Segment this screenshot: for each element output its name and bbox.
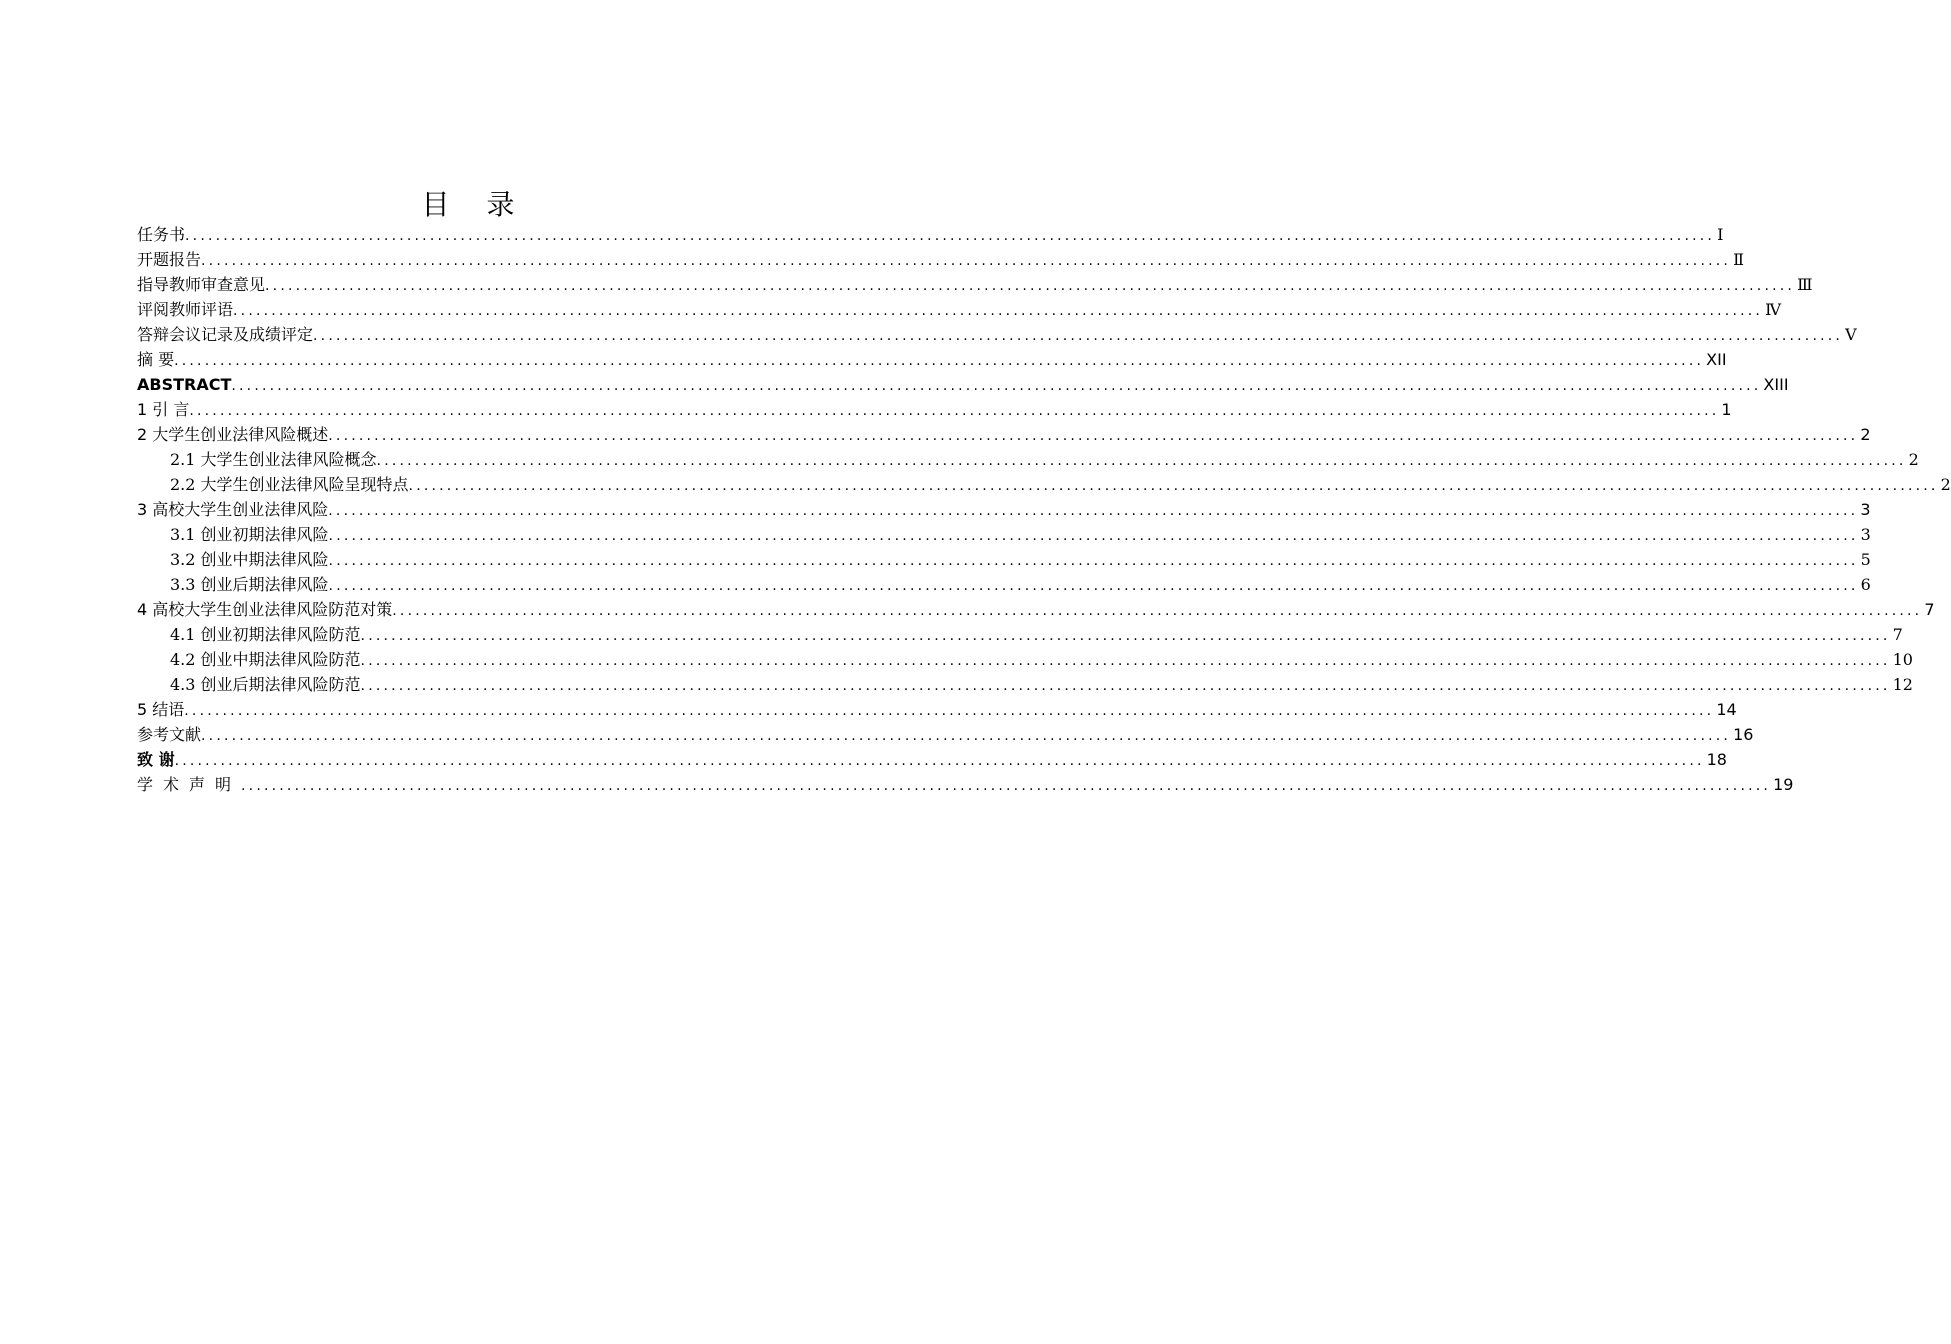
toc-entry-advisor-review[interactable] (137, 272, 1813, 297)
toc-entry-label: 3.2 创业中期法律风险 (170, 550, 329, 569)
dot-leader: ........................................................................................................................................................................................................ (313, 328, 1844, 344)
toc-entry-page: Ⅱ (1733, 250, 1744, 269)
toc-entry-section-4-3[interactable] (137, 672, 1913, 697)
toc-entry-abstract-en[interactable] (137, 372, 1789, 397)
toc-entry-academic-statement[interactable] (137, 772, 1794, 797)
dot-leader: ........................................................................................................................................................................................................ (189, 403, 1720, 419)
toc-entry-section-3-3[interactable] (137, 572, 1871, 597)
toc-entry-task-book[interactable] (137, 222, 1724, 247)
toc-entry-label: 参考文献 (137, 725, 202, 744)
toc-entry-page: 7 (1924, 600, 1935, 619)
dot-leader: ........................................................................................................................................................................................................ (174, 353, 1705, 369)
toc-entry-label: 指导教师审查意见 (137, 275, 266, 294)
toc-entry-label: 任务书 (137, 225, 186, 244)
toc-entry-label: 1 引 言 (137, 400, 190, 419)
toc-entry-label: 评阅教师评语 (137, 300, 234, 319)
toc-entry-page: 5 (1860, 550, 1871, 569)
toc-entry-page: Ⅰ (1717, 225, 1724, 244)
dot-leader: ........................................................................................................................................................................................................ (231, 378, 1762, 394)
toc-entry-page: 2 (1860, 425, 1871, 444)
toc-entry-page: 2 (1908, 450, 1919, 469)
toc-entry-chapter-2[interactable] (137, 422, 1871, 447)
toc-entry-defense-record[interactable] (137, 322, 1857, 347)
toc-entry-label: 3.1 创业初期法律风险 (170, 525, 329, 544)
toc-entry-introduction[interactable] (137, 397, 1732, 422)
dot-leader: ........................................................................................................................................................................................................ (408, 478, 1939, 494)
toc-entry-page: 1 (1721, 400, 1732, 419)
dot-leader: ........................................................................................................................................................................................................ (360, 653, 1891, 669)
toc-entry-page: 2 (1940, 475, 1951, 494)
toc-entry-conclusion[interactable] (137, 697, 1737, 722)
dot-leader: ........................................................................................................................................................................................................ (328, 553, 1859, 569)
dot-leader: ........................................................................................................................................................................................................ (328, 578, 1859, 594)
toc-entry-page: 12 (1892, 675, 1913, 694)
dot-leader: ........................................................................................................................................................................................................ (233, 303, 1764, 319)
toc-entry-label: 4.3 创业后期法律风险防范 (170, 675, 361, 694)
toc-entry-page: Ⅴ (1845, 325, 1857, 344)
toc-entry-label: 3 高校大学生创业法律风险 (137, 500, 329, 519)
table-of-contents (137, 222, 1951, 797)
toc-entry-page: 3 (1860, 525, 1871, 544)
dot-leader: ........................................................................................................................................................................................................ (174, 753, 1705, 769)
toc-entry-page: 3 (1860, 500, 1871, 519)
toc-entry-section-4-2[interactable] (137, 647, 1913, 672)
toc-entry-page: XIII (1763, 375, 1789, 394)
toc-entry-label: 5 结语 (137, 700, 185, 719)
toc-entry-section-2-2[interactable] (137, 472, 1951, 497)
dot-leader: ........................................................................................................................................................................................................ (241, 778, 1772, 794)
toc-entry-page: 18 (1706, 750, 1727, 769)
toc-entry-page: XII (1706, 350, 1727, 369)
toc-entry-reviewer-comments[interactable] (137, 297, 1782, 322)
toc-entry-chapter-4[interactable] (137, 597, 1935, 622)
dot-leader: ........................................................................................................................................................................................................ (265, 278, 1796, 294)
toc-entry-label: 开题报告 (137, 250, 202, 269)
toc-entry-label: 答辩会议记录及成绩评定 (137, 325, 314, 344)
toc-entry-page: Ⅳ (1765, 300, 1782, 319)
toc-entry-page: 7 (1892, 625, 1903, 644)
toc-entry-label: 2 大学生创业法律风险概述 (137, 425, 329, 444)
toc-entry-page: 10 (1892, 650, 1913, 669)
toc-entry-label: ABSTRACT (137, 375, 232, 394)
toc-entry-label: 4.1 创业初期法律风险防范 (170, 625, 361, 644)
dot-leader: ........................................................................................................................................................................................................ (328, 528, 1859, 544)
dot-leader: ........................................................................................................................................................................................................ (328, 428, 1859, 444)
toc-entry-page: Ⅲ (1797, 275, 1813, 294)
toc-entry-label: 学术声明 (137, 775, 242, 794)
toc-entry-abstract-cn[interactable] (137, 347, 1727, 372)
dot-leader: ........................................................................................................................................................................................................ (328, 503, 1859, 519)
toc-entry-section-4-1[interactable] (137, 622, 1903, 647)
dot-leader: ........................................................................................................................................................................................................ (201, 728, 1732, 744)
dot-leader: ........................................................................................................................................................................................................ (360, 678, 1891, 694)
toc-entry-page: 19 (1773, 775, 1794, 794)
toc-entry-label: 4.2 创业中期法律风险防范 (170, 650, 361, 669)
dot-leader: ........................................................................................................................................................................................................ (392, 603, 1923, 619)
toc-entry-acknowledgements[interactable] (137, 747, 1727, 772)
toc-entry-label: 2.2 大学生创业法律风险呈现特点 (170, 475, 409, 494)
toc-entry-label: 3.3 创业后期法律风险 (170, 575, 329, 594)
dot-leader: ........................................................................................................................................................................................................ (201, 253, 1732, 269)
toc-entry-label: 2.1 大学生创业法律风险概念 (170, 450, 377, 469)
dot-leader: ........................................................................................................................................................................................................ (376, 453, 1907, 469)
toc-entry-section-3-1[interactable] (137, 522, 1871, 547)
toc-entry-label: 摘 要 (137, 350, 175, 369)
toc-entry-section-2-1[interactable] (137, 447, 1919, 472)
dot-leader: ........................................................................................................................................................................................................ (185, 228, 1716, 244)
toc-entry-section-3-2[interactable] (137, 547, 1871, 572)
toc-entry-label: 4 高校大学生创业法律风险防范对策 (137, 600, 393, 619)
toc-entry-references[interactable] (137, 722, 1754, 747)
toc-entry-page: 16 (1733, 725, 1754, 744)
page-title: 目 录 (421, 188, 529, 221)
toc-entry-chapter-3[interactable] (137, 497, 1871, 522)
toc-entry-label: 致 谢 (137, 750, 175, 769)
toc-entry-page: 14 (1716, 700, 1737, 719)
dot-leader: ........................................................................................................................................................................................................ (360, 628, 1891, 644)
toc-entry-page: 6 (1860, 575, 1871, 594)
toc-entry-proposal[interactable] (137, 247, 1744, 272)
dot-leader: ........................................................................................................................................................................................................ (184, 703, 1715, 719)
